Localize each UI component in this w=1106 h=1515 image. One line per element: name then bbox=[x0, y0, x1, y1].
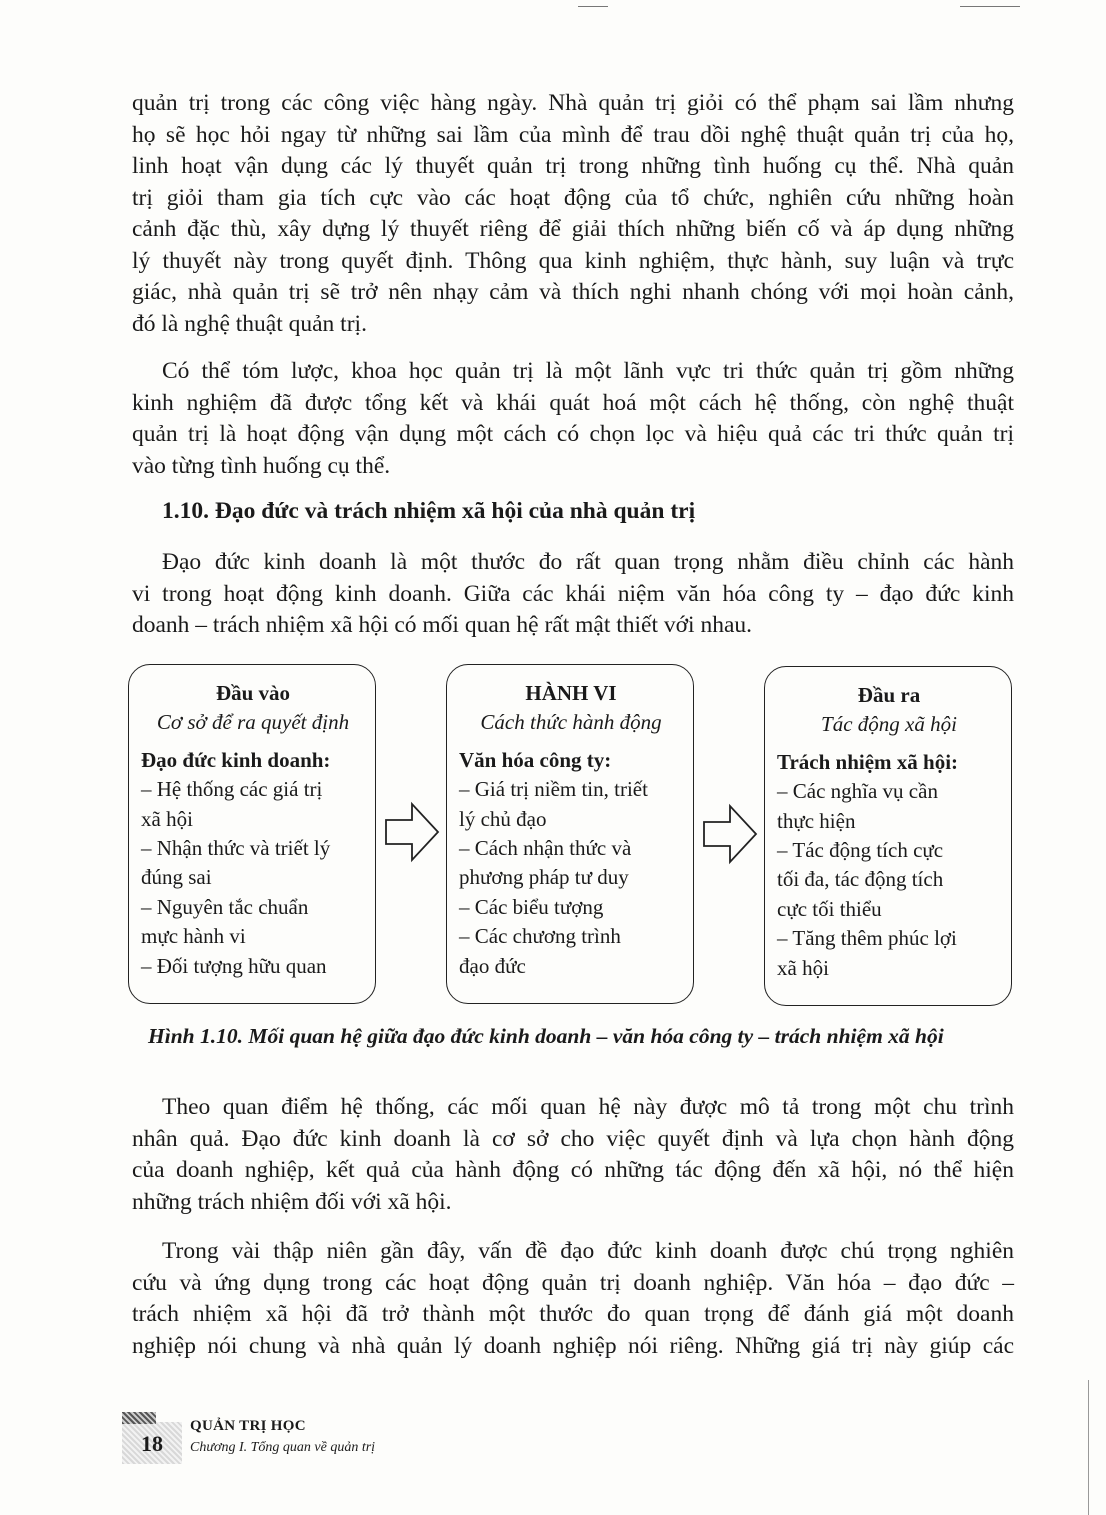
text-line: giác, nhà quản trị sẽ trở nên nhạy cảm và thích nghi nhanh chóng với mọi hoàn cảnh, bbox=[132, 279, 1014, 305]
input-line: mực hành vi bbox=[141, 924, 246, 949]
scan-edge-line bbox=[1088, 1380, 1089, 1515]
text-line: quản trị trong các công việc hàng ngày. Nhà quản trị giỏi có thể phạm sai lầm nhưng bbox=[132, 90, 1014, 116]
input-line: – Đối tượng hữu quan bbox=[141, 953, 327, 978]
output-subtitle: Tác động xã hội bbox=[821, 712, 957, 737]
text-line: Trong vài thập niên gần đây, vấn đề đạo đức kinh doanh được chú trọng nghiên bbox=[162, 1238, 1014, 1264]
text-line: vi trong hoạt động kinh doanh. Giữa các khái niệm văn hóa công ty – đạo đức kinh bbox=[132, 580, 1014, 607]
behavior-title: HÀNH VI bbox=[525, 681, 617, 705]
input-label: Đạo đức kinh doanh: bbox=[141, 747, 331, 772]
page-number bbox=[122, 1422, 182, 1464]
input-title: Đầu vào bbox=[215, 681, 291, 705]
text-line: quản trị là hoạt động vận dụng một cách có chọn lọc và hiệu quả các tri thức quản trị bbox=[132, 421, 1014, 447]
text-line: kinh nghiệm đã được tổng kết và khái quát hoá một cách hệ thống, còn nghệ thuật bbox=[132, 389, 1014, 416]
output-label: Trách nhiệm xã hội: bbox=[777, 749, 959, 774]
paragraph-2 bbox=[132, 356, 1014, 482]
figure-caption: Hình 1.10. Mối quan hệ giữa đạo đức kinh doanh – văn hóa công ty – trách nhiệm xã hội bbox=[148, 1024, 944, 1048]
behavior-box bbox=[446, 664, 694, 1004]
text-line: những trách nhiệm đối với xã hội. bbox=[132, 1188, 452, 1215]
output-line: cực tối thiểu bbox=[777, 896, 882, 921]
text-line: doanh – trách nhiệm xã hội có mối quan hệ rất mật thiết với nhau. bbox=[132, 612, 752, 638]
output-line: – Tác động tích cực bbox=[777, 838, 944, 863]
output-line: tối đa, tác động tích bbox=[777, 867, 944, 892]
text-line: vào từng tình huống cụ thể. bbox=[132, 452, 391, 479]
output-line: – Các nghĩa vụ cần bbox=[777, 779, 938, 804]
output-title: Đầu ra bbox=[857, 683, 921, 707]
scan-mark bbox=[960, 6, 1020, 7]
behavior-line: – Các chương trình bbox=[459, 924, 621, 949]
behavior-subtitle: Cách thức hành động bbox=[480, 710, 662, 735]
behavior-line: đạo đức bbox=[459, 953, 526, 978]
paragraph-5 bbox=[132, 1236, 1014, 1362]
right-arrow-icon bbox=[702, 802, 758, 866]
input-line: xã hội bbox=[141, 806, 193, 831]
input-subtitle: Cơ sở để ra quyết định bbox=[156, 710, 350, 735]
paragraph-3 bbox=[132, 547, 1014, 642]
behavior-line: – Các biểu tượng bbox=[459, 894, 604, 919]
text-line: lý thuyết này trong quyết định. Thông qua kinh nghiệm, thực hành, suy luận và trực bbox=[132, 247, 1014, 274]
text-line: cứu và ứng dụng trong các hoạt động quản trị doanh nghiệp. Văn hóa – đạo đức – bbox=[132, 1269, 1014, 1296]
output-line: thực hiện bbox=[777, 808, 856, 833]
behavior-line: – Giá trị niềm tin, triết bbox=[459, 777, 648, 802]
behavior-label: Văn hóa công ty: bbox=[459, 747, 612, 772]
book-title: QUẢN TRỊ HỌC bbox=[190, 1418, 306, 1434]
text-line: Theo quan điểm hệ thống, các mối quan hệ này được mô tả trong một chu trình bbox=[162, 1094, 1014, 1120]
text-line: họ sẽ học hỏi ngay từ những sai lầm của mình để trau dồi nghệ thuật quản trị của họ, bbox=[132, 121, 1014, 148]
paragraph-1 bbox=[132, 88, 1014, 340]
text-line: Đạo đức kinh doanh là một thước đo rất quan trọng nhằm điều chỉnh các hành bbox=[162, 549, 1014, 575]
behavior-line: phương pháp tư duy bbox=[459, 865, 629, 890]
input-line: – Nguyên tắc chuẩn bbox=[141, 894, 309, 919]
page-number-text: 18 bbox=[141, 1431, 163, 1456]
text-line: nghiệp nói chung và nhà quản lý doanh nghiệp nói riêng. Những giá trị này giúp các bbox=[132, 1332, 1014, 1359]
behavior-line: lý chủ đạo bbox=[459, 806, 547, 831]
text-line: linh hoạt vận dụng các lý thuyết quản trị trong những tình huống cụ thể. Nhà quản bbox=[132, 153, 1014, 179]
text-line: của doanh nghiệp, kết quả của hành động có những tác động đến xã hội, nó thể hiện bbox=[132, 1157, 1014, 1183]
scan-mark bbox=[578, 6, 608, 7]
output-line: – Tăng thêm phúc lợi bbox=[777, 926, 957, 951]
text-line: Có thể tóm lược, khoa học quản trị là một lãnh vực tri thức quản trị gồm những bbox=[162, 358, 1014, 384]
right-arrow-icon bbox=[384, 800, 440, 864]
section-heading: 1.10. Đạo đức và trách nhiệm xã hội của nhà quản trị bbox=[162, 498, 696, 524]
output-line: xã hội bbox=[777, 955, 829, 980]
chapter-title: Chương I. Tổng quan về quản trị bbox=[190, 1440, 376, 1455]
input-line: – Hệ thống các giá trị bbox=[141, 777, 323, 802]
page-tab-decoration bbox=[122, 1412, 156, 1424]
text-line: nhân quả. Đạo đức kinh doanh là cơ sở cho việc quyết định và lựa chọn hành động bbox=[132, 1125, 1014, 1152]
input-line: – Nhận thức và triết lý bbox=[141, 836, 331, 861]
text-line: trị giỏi tham gia tích cực vào các hoạt động của tổ chức, nghiên cứu những hoàn bbox=[132, 184, 1014, 211]
input-line: đúng sai bbox=[141, 865, 212, 890]
text-line: đó là nghệ thuật quản trị. bbox=[132, 310, 367, 337]
paragraph-4 bbox=[132, 1092, 1014, 1218]
output-box bbox=[764, 666, 1012, 1006]
text-line: trách nhiệm xã hội đã trở thành một thước đo quan trọng để đánh giá một doanh bbox=[132, 1301, 1014, 1327]
input-box bbox=[128, 664, 376, 1004]
text-line: cảnh đặc thù, xây dựng lý thuyết riêng để giải thích những biến cố và áp dụng những bbox=[132, 216, 1014, 242]
behavior-line: – Cách nhận thức và bbox=[459, 836, 632, 861]
